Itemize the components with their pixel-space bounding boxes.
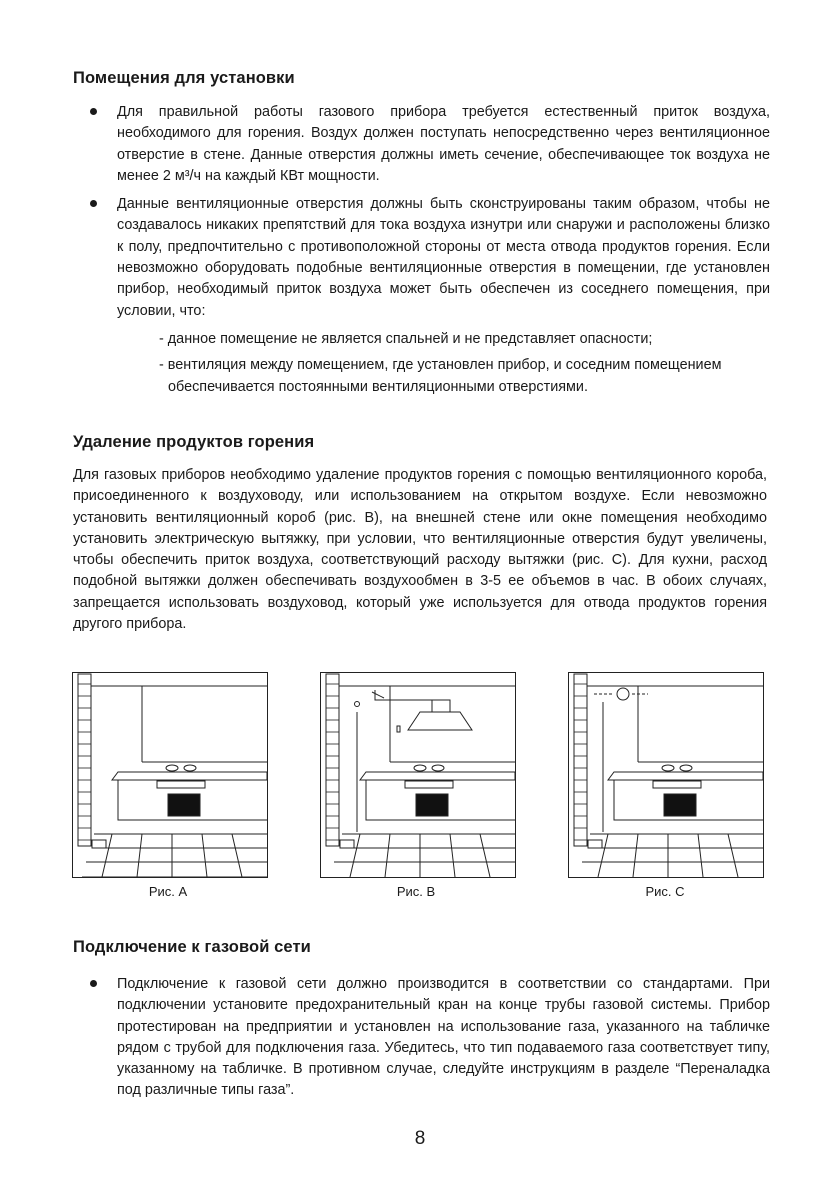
list-item <box>90 102 770 187</box>
list-item <box>90 194 770 322</box>
kitchen-illustration-a <box>72 672 268 878</box>
exhaust-paragraph: Для газовых приборов необходимо удаление продуктов горения с помощью вентиляционного короба, присоединенного к воздуховоду, или использованием на открытом воздухе. Если невозможно установить вентиляционный короб (рис. В), на внешней стене или окне помещения необходимо установить электрическую вытяжку, при условии, что вентиляционные отверстия будут увеличены, чтобы обеспечить приток воздуха, соответствующий расходу вытяжки (рис. С). Для кухни, расход подобной вытяжки должен обеспечивать воздухообмен в 3-5 ее объемов в час. В обоих случаях, запрещается использовать воздуховод, который уже используется для отвода продуктов горения другого прибора. <box>73 467 767 633</box>
heading-gas-connection: Подключение к газовой сети <box>73 938 311 956</box>
page-number: 8 <box>414 1128 426 1149</box>
bullet-icon <box>90 980 97 987</box>
heading-exhaust: Удаление продуктов горения <box>73 433 315 451</box>
condition-item-2: - вентиляция между помещением, где установлен прибор, и соседним помещением обеспечивается постоянными вентиляционными отверстиями. <box>159 357 722 395</box>
premises-bullet-list <box>90 102 770 398</box>
bullet-icon <box>90 108 97 115</box>
condition-item-1: - данное помещение не является спальней и не представляет опасности; <box>159 330 653 347</box>
gas-bullet-1: Подключение к газовой сети должно производится в соответствии со стандартами. При подключении установите предохранительный кран на конце трубы газовой системы. Прибор протестирован на предприятии и установлен на использование газа, указанного на табличке рядом с трубой для подключения газа. Убедитесь, что тип подаваемого газа соответствует типу, указанному на табличке. В противном случае, следуйте инструкциям в разделе “Переналадка под различные типы газа”. <box>117 976 770 1099</box>
heading-premises: Помещения для установки <box>73 69 295 87</box>
list-item <box>90 974 770 1102</box>
caption-figure-b: Рис. В <box>396 884 436 899</box>
premises-bullet-1: Для правильной работы газового прибора требуется естественный приток воздуха, необходимого для горения. Воздух должен поступать непосредственно через вентиляционное отверстие в стене. Данные отверстия должны иметь сечение, обеспечивающее ток воздуха не менее 2 м³/ч на каждый КВт мощности. <box>117 104 770 184</box>
kitchen-illustration-c <box>568 672 764 878</box>
figure-b <box>320 672 516 878</box>
bullet-icon <box>90 200 97 207</box>
figure-c <box>568 672 764 878</box>
premises-bullet-2: Данные вентиляционные отверстия должны быть сконструированы таким образом, чтобы не создавалось никаких препятствий для тока воздуха изнутри или снаружи и расположены близко к полу, предпочтительно с противоположной стороны от места отвода продуктов горения. Если невозможно оборудовать подобные вентиляционные отверстия в помещении, где установлен прибор, необходимый приток воздуха может быть обеспечен из соседнего помещения, при условии, что: <box>117 196 770 319</box>
caption-figure-a: Рис. А <box>148 884 188 899</box>
caption-figure-c: Рис. С <box>645 884 685 899</box>
gas-bullet-list <box>90 974 770 1109</box>
kitchen-illustration-b <box>320 672 516 878</box>
figure-a <box>72 672 268 878</box>
